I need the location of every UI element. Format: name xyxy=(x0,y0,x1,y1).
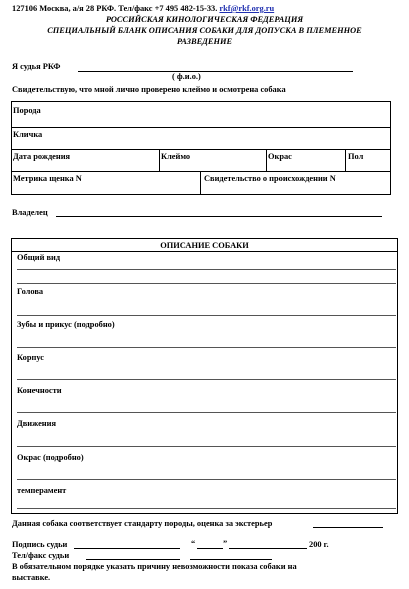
puppy-card-label: Метрика щенка N xyxy=(13,174,82,183)
teeth-label: Зубы и прикус (подробно) xyxy=(17,320,115,329)
field-line[interactable] xyxy=(17,379,396,380)
header-address xyxy=(12,4,274,14)
field-line[interactable] xyxy=(17,446,396,447)
field-line[interactable] xyxy=(17,283,396,284)
signature-label: Подпись судьи xyxy=(12,540,68,549)
phone-label: Тел/факс судьи xyxy=(12,551,70,560)
table-col-divider xyxy=(200,171,201,195)
note-line-1: В обязательном порядке указать причину невозможности показа собаки на xyxy=(12,562,297,571)
color-label: Окрас xyxy=(268,152,292,161)
table-col-divider xyxy=(345,149,346,172)
table-col-divider xyxy=(266,149,267,172)
birth-date-label: Дата рождения xyxy=(13,152,71,161)
head-label: Голова xyxy=(17,287,44,296)
color-detail-label: Окрас (подробно) xyxy=(17,453,84,462)
temperament-label: темперамент xyxy=(17,486,67,495)
owner-label: Владелец xyxy=(12,208,48,217)
judge-label: Я судья РКФ xyxy=(12,62,61,71)
signature-line[interactable] xyxy=(74,548,180,549)
pedigree-label: Свидетельство о происхождении N xyxy=(204,174,336,183)
date-close-quote: ” xyxy=(223,539,228,548)
org-name: РОССИЙСКАЯ КИНОЛОГИЧЕСКАЯ ФЕДЕРАЦИЯ xyxy=(105,15,304,24)
date-open-quote: “ xyxy=(191,539,196,548)
limbs-label: Конечности xyxy=(17,386,62,395)
year-suffix: 200 г. xyxy=(309,540,329,549)
description-title-divider xyxy=(11,251,398,252)
phone-line[interactable] xyxy=(86,559,180,560)
field-line[interactable] xyxy=(17,315,396,316)
general-appearance-label: Общий вид xyxy=(17,253,61,262)
owner-line[interactable] xyxy=(56,216,382,217)
field-line[interactable] xyxy=(17,479,396,480)
sex-label: Пол xyxy=(348,152,364,161)
breed-label: Порода xyxy=(13,106,41,115)
table-row-divider xyxy=(11,149,391,150)
field-line[interactable] xyxy=(17,508,396,509)
brand-label: Клеймо xyxy=(161,152,191,161)
body-label: Корпус xyxy=(17,353,44,362)
field-line[interactable] xyxy=(17,347,396,348)
movement-label: Движения xyxy=(17,419,56,428)
fio-hint: ( ф.и.о.) xyxy=(172,72,201,81)
field-line[interactable] xyxy=(17,412,396,413)
table-col-divider xyxy=(159,149,160,172)
header-address-text: 127106 Москва, а/я 28 РКФ. Тел/факс +7 495 482-15-33. xyxy=(12,4,218,13)
date-month-line[interactable] xyxy=(229,548,307,549)
dog-name-label: Кличка xyxy=(13,130,43,139)
description-box xyxy=(11,238,398,514)
conformity-score-line[interactable] xyxy=(313,527,383,528)
email-link[interactable]: rkf@rkf.org.ru xyxy=(219,4,275,13)
conformity-text: Данная собака соответствует стандарту породы, оценка за экстерьер xyxy=(12,519,273,528)
date-day-line[interactable] xyxy=(197,548,223,549)
form-title-line-1: СПЕЦИАЛЬНЫЙ БЛАНК ОПИСАНИЯ СОБАКИ ДЛЯ ДОПУСКА В ПЛЕМЕННОЕ xyxy=(47,26,362,35)
certify-text: Свидетельствую, что мной лично проверено клеймо и осмотрена собака xyxy=(12,85,286,94)
note-line-2: выставке. xyxy=(12,573,51,582)
form-title-line-2: РАЗВЕДЕНИЕ xyxy=(176,37,233,46)
field-line[interactable] xyxy=(17,269,396,270)
judge-name-line[interactable] xyxy=(78,71,353,72)
table-row-divider xyxy=(11,127,391,128)
table-row-divider xyxy=(11,171,391,172)
phone-line-extra[interactable] xyxy=(190,559,272,560)
description-title: ОПИСАНИЕ СОБАКИ xyxy=(160,241,249,250)
